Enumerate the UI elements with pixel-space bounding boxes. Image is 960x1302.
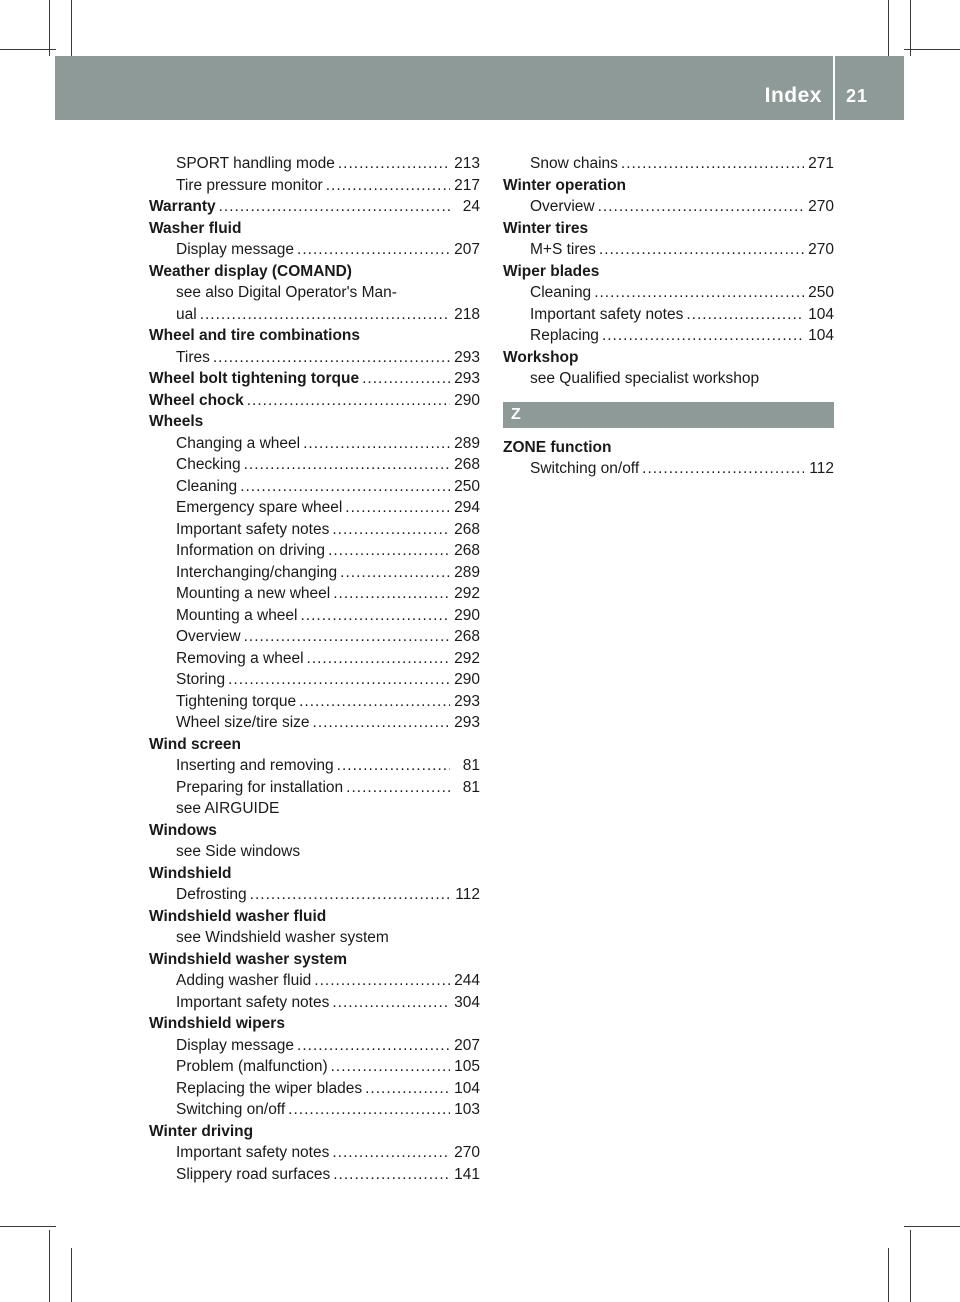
entry-label: Display message bbox=[176, 1036, 295, 1054]
index-subentry[interactable] bbox=[149, 175, 480, 197]
entry-page-number: 105 bbox=[454, 1058, 480, 1075]
dot-leader bbox=[307, 648, 450, 670]
dot-leader bbox=[314, 970, 450, 992]
entry-label: Switching on/off bbox=[176, 1101, 286, 1118]
section-title: Index bbox=[764, 84, 822, 107]
index-subentry[interactable] bbox=[149, 992, 480, 1014]
entry-page-number: 294 bbox=[454, 499, 480, 516]
entry-page-number: 104 bbox=[808, 305, 834, 323]
index-subentry[interactable] bbox=[149, 1035, 480, 1057]
entry-label: Changing a wheel bbox=[176, 434, 301, 452]
index-subentry[interactable] bbox=[503, 239, 834, 261]
index-subentry[interactable] bbox=[149, 884, 480, 906]
entry-page-number: 24 bbox=[462, 198, 480, 215]
entry-page-number: 290 bbox=[454, 671, 480, 688]
index-subentry[interactable] bbox=[149, 626, 480, 648]
entry-label: Wheel chock bbox=[149, 391, 244, 409]
entry-page-number: 268 bbox=[454, 628, 480, 645]
index-heading: Washer fluid bbox=[149, 219, 242, 237]
entry-page-number: 304 bbox=[454, 993, 480, 1011]
index-subentry[interactable] bbox=[149, 583, 480, 605]
dot-leader bbox=[338, 153, 450, 175]
dot-leader bbox=[333, 1164, 450, 1186]
index-subentry[interactable] bbox=[149, 476, 480, 498]
entry-page-number: 213 bbox=[454, 155, 480, 172]
entry-label: Removing a wheel bbox=[176, 649, 304, 667]
dot-leader bbox=[213, 347, 450, 369]
dot-leader bbox=[200, 304, 450, 326]
entry-label: Wheel size/tire size bbox=[176, 714, 310, 731]
index-subentry[interactable] bbox=[503, 196, 834, 218]
index-subentry[interactable] bbox=[149, 970, 480, 992]
dot-leader bbox=[244, 454, 450, 476]
dot-leader bbox=[288, 1099, 450, 1121]
index-subentry[interactable] bbox=[149, 1142, 480, 1164]
index-subentry[interactable] bbox=[503, 153, 834, 175]
entry-label: Inserting and removing bbox=[176, 757, 334, 774]
entry-page-number: 141 bbox=[454, 1165, 480, 1183]
entry-page-number: 293 bbox=[454, 348, 480, 366]
entry-page-number: 270 bbox=[808, 241, 834, 258]
index-subentry[interactable] bbox=[149, 669, 480, 691]
crop-mark bbox=[0, 49, 56, 50]
dot-leader bbox=[340, 562, 450, 584]
entry-label: Important safety notes bbox=[176, 1144, 330, 1161]
index-subentry[interactable] bbox=[149, 755, 480, 777]
entry-label: Defrosting bbox=[176, 886, 247, 903]
index-cross-reference[interactable]: see AIRGUIDE bbox=[176, 800, 280, 817]
index-entry[interactable] bbox=[149, 368, 480, 390]
index-cross-reference[interactable]: see Side windows bbox=[176, 843, 301, 860]
dot-leader bbox=[297, 239, 450, 261]
entry-page-number: 112 bbox=[809, 460, 834, 477]
index-subentry[interactable] bbox=[149, 153, 480, 175]
crop-mark bbox=[888, 1248, 889, 1302]
entry-label: M+S tires bbox=[530, 241, 596, 258]
index-subentry[interactable] bbox=[149, 1056, 480, 1078]
dot-leader bbox=[219, 196, 450, 218]
index-subentry[interactable] bbox=[149, 691, 480, 713]
crop-mark bbox=[888, 0, 889, 56]
dot-leader bbox=[345, 497, 450, 519]
entry-label: Problem (malfunction) bbox=[176, 1058, 328, 1075]
index-subentry[interactable] bbox=[503, 458, 834, 480]
index-column-right bbox=[503, 153, 834, 480]
index-subentry[interactable] bbox=[149, 562, 480, 584]
index-subentry[interactable] bbox=[149, 1078, 480, 1100]
entry-label: Slippery road surfaces bbox=[176, 1165, 331, 1183]
dot-leader bbox=[328, 540, 450, 562]
crop-mark bbox=[49, 1230, 50, 1302]
index-subentry[interactable] bbox=[149, 433, 480, 455]
index-subentry[interactable] bbox=[149, 540, 480, 562]
entry-label: Important safety notes bbox=[176, 993, 330, 1011]
entry-page-number: 292 bbox=[454, 585, 480, 602]
dot-leader bbox=[362, 368, 450, 390]
entry-page-number: 81 bbox=[462, 757, 480, 774]
index-subentry[interactable] bbox=[149, 1099, 480, 1121]
entry-page-number: 290 bbox=[454, 391, 480, 409]
dot-leader bbox=[244, 626, 450, 648]
header-divider bbox=[833, 56, 835, 120]
index-heading: Winter operation bbox=[503, 176, 627, 194]
index-entry[interactable] bbox=[149, 196, 480, 218]
crop-mark bbox=[0, 1226, 56, 1227]
dot-leader bbox=[313, 712, 450, 734]
entry-label: Cleaning bbox=[530, 284, 592, 301]
index-heading: ZONE function bbox=[503, 438, 612, 456]
entry-label: Replacing the wiper blades bbox=[176, 1079, 363, 1097]
entry-page-number: 289 bbox=[454, 563, 480, 581]
index-cross-reference[interactable]: see Qualified specialist workshop bbox=[530, 370, 760, 387]
entry-label: Mounting a new wheel bbox=[176, 585, 331, 602]
entry-label: Mounting a wheel bbox=[176, 606, 298, 624]
dot-leader bbox=[299, 691, 450, 713]
dot-leader bbox=[598, 196, 804, 218]
entry-label: Emergency spare wheel bbox=[176, 499, 343, 516]
dot-leader bbox=[332, 992, 450, 1014]
index-subentry[interactable] bbox=[149, 605, 480, 627]
entry-page-number: 207 bbox=[454, 241, 480, 258]
dot-leader bbox=[297, 1035, 450, 1057]
entry-label: Important safety notes bbox=[530, 305, 684, 323]
dot-leader bbox=[247, 390, 450, 412]
entry-label: Display message bbox=[176, 241, 295, 258]
crop-mark bbox=[904, 1226, 960, 1227]
dot-leader bbox=[301, 605, 451, 627]
entry-label: Tire pressure monitor bbox=[176, 176, 323, 194]
entry-label: Storing bbox=[176, 671, 226, 688]
entry-label: Information on driving bbox=[176, 542, 326, 559]
entry-page-number: 292 bbox=[454, 649, 480, 667]
entry-page-number: 268 bbox=[454, 520, 480, 538]
index-entry[interactable] bbox=[149, 390, 480, 412]
entry-page-number: 250 bbox=[454, 477, 480, 495]
entry-label: SPORT handling mode bbox=[176, 155, 335, 172]
index-heading: Winter driving bbox=[149, 1122, 254, 1140]
index-subentry[interactable] bbox=[149, 347, 480, 369]
entry-label: Checking bbox=[176, 456, 241, 473]
crop-mark bbox=[71, 0, 72, 56]
dot-leader bbox=[346, 777, 450, 799]
entry-label: Cleaning bbox=[176, 477, 238, 495]
index-heading: Wheels bbox=[149, 413, 204, 430]
index-subentry[interactable] bbox=[149, 519, 480, 541]
entry-page-number: 217 bbox=[454, 176, 480, 194]
entry-page-number: 250 bbox=[808, 284, 834, 301]
index-heading: Winter tires bbox=[503, 219, 589, 237]
dot-leader bbox=[303, 433, 450, 455]
dot-leader bbox=[331, 1056, 450, 1078]
entry-page-number: 207 bbox=[454, 1036, 480, 1054]
index-subentry[interactable] bbox=[149, 454, 480, 476]
index-subentry[interactable] bbox=[149, 712, 480, 734]
dot-leader bbox=[594, 282, 804, 304]
entry-page-number: 218 bbox=[454, 305, 480, 323]
index-subentry[interactable] bbox=[149, 777, 480, 799]
index-heading: Weather display (COMAND) bbox=[149, 262, 352, 280]
dot-leader bbox=[332, 519, 450, 541]
index-subentry[interactable] bbox=[149, 1164, 480, 1186]
dot-leader bbox=[686, 304, 804, 326]
entry-label: Overview bbox=[530, 198, 595, 215]
entry-page-number: 293 bbox=[454, 714, 480, 731]
index-subentry[interactable] bbox=[149, 648, 480, 670]
entry-label: Overview bbox=[176, 628, 241, 645]
entry-label: Switching on/off bbox=[530, 460, 640, 477]
index-heading: Windshield washer system bbox=[149, 950, 347, 968]
entry-page-number: 244 bbox=[454, 972, 480, 989]
dot-leader bbox=[337, 755, 450, 777]
entry-page-number: 112 bbox=[455, 886, 480, 903]
crop-mark bbox=[904, 49, 960, 50]
index-heading: Wind screen bbox=[149, 735, 242, 753]
index-heading: Windshield bbox=[149, 864, 232, 882]
entry-label: Replacing bbox=[530, 327, 599, 344]
entry-page-number: 103 bbox=[454, 1101, 480, 1118]
entry-label: Adding washer fluid bbox=[176, 972, 312, 989]
entry-page-number: 270 bbox=[454, 1144, 480, 1161]
crop-mark bbox=[910, 0, 911, 56]
dot-leader bbox=[228, 669, 450, 691]
crop-mark bbox=[49, 0, 50, 56]
entry-page-number: 293 bbox=[454, 692, 480, 710]
entry-label: Warranty bbox=[149, 198, 216, 215]
entry-label: Tires bbox=[176, 348, 210, 366]
index-subentry[interactable] bbox=[149, 304, 480, 326]
dot-leader bbox=[365, 1078, 450, 1100]
index-subentry[interactable] bbox=[149, 497, 480, 519]
dot-leader bbox=[326, 175, 450, 197]
entry-page-number: 104 bbox=[808, 327, 834, 344]
index-subentry[interactable] bbox=[503, 325, 834, 347]
entry-label: Interchanging/changing bbox=[176, 563, 338, 581]
index-cross-reference[interactable]: see also Digital Operator's Man- bbox=[176, 284, 397, 301]
index-heading: Wheel and tire combinations bbox=[149, 327, 360, 344]
entry-page-number: 268 bbox=[454, 456, 480, 473]
dot-leader bbox=[599, 239, 804, 261]
entry-page-number: 290 bbox=[454, 606, 480, 624]
index-heading: Workshop bbox=[503, 348, 579, 366]
dot-leader bbox=[333, 583, 450, 605]
entry-label: ual bbox=[176, 305, 197, 323]
dot-leader bbox=[332, 1142, 450, 1164]
index-heading: Windshield washer fluid bbox=[149, 907, 327, 925]
entry-page-number: 293 bbox=[454, 370, 480, 387]
crop-mark bbox=[71, 1248, 72, 1302]
dot-leader bbox=[621, 153, 804, 175]
entry-label: Wheel bolt tightening torque bbox=[149, 370, 360, 387]
dot-leader bbox=[240, 476, 450, 498]
dot-leader bbox=[602, 325, 804, 347]
index-letter-band: Z bbox=[503, 402, 834, 428]
entry-page-number: 270 bbox=[808, 198, 834, 215]
entry-page-number: 268 bbox=[454, 542, 480, 559]
dot-leader bbox=[642, 458, 804, 480]
index-heading: Windows bbox=[149, 821, 217, 839]
entry-label: Preparing for installation bbox=[176, 778, 344, 796]
index-subentry[interactable] bbox=[503, 282, 834, 304]
crop-mark bbox=[910, 1230, 911, 1302]
page-number: 21 bbox=[846, 86, 869, 106]
index-heading: Windshield wipers bbox=[149, 1015, 285, 1032]
entry-label: Important safety notes bbox=[176, 520, 330, 538]
entry-page-number: 289 bbox=[454, 434, 480, 452]
entry-page-number: 271 bbox=[808, 155, 834, 172]
index-subentry[interactable] bbox=[503, 304, 834, 326]
dot-leader bbox=[250, 884, 450, 906]
index-heading: Wiper blades bbox=[503, 262, 600, 280]
entry-page-number: 104 bbox=[454, 1079, 480, 1097]
entry-label: Tightening torque bbox=[176, 692, 297, 710]
index-column-left bbox=[149, 153, 480, 1185]
index-subentry[interactable] bbox=[149, 239, 480, 261]
entry-page-number: 81 bbox=[462, 778, 480, 796]
entry-label: Snow chains bbox=[530, 155, 618, 172]
index-cross-reference[interactable]: see Windshield washer system bbox=[176, 929, 389, 946]
